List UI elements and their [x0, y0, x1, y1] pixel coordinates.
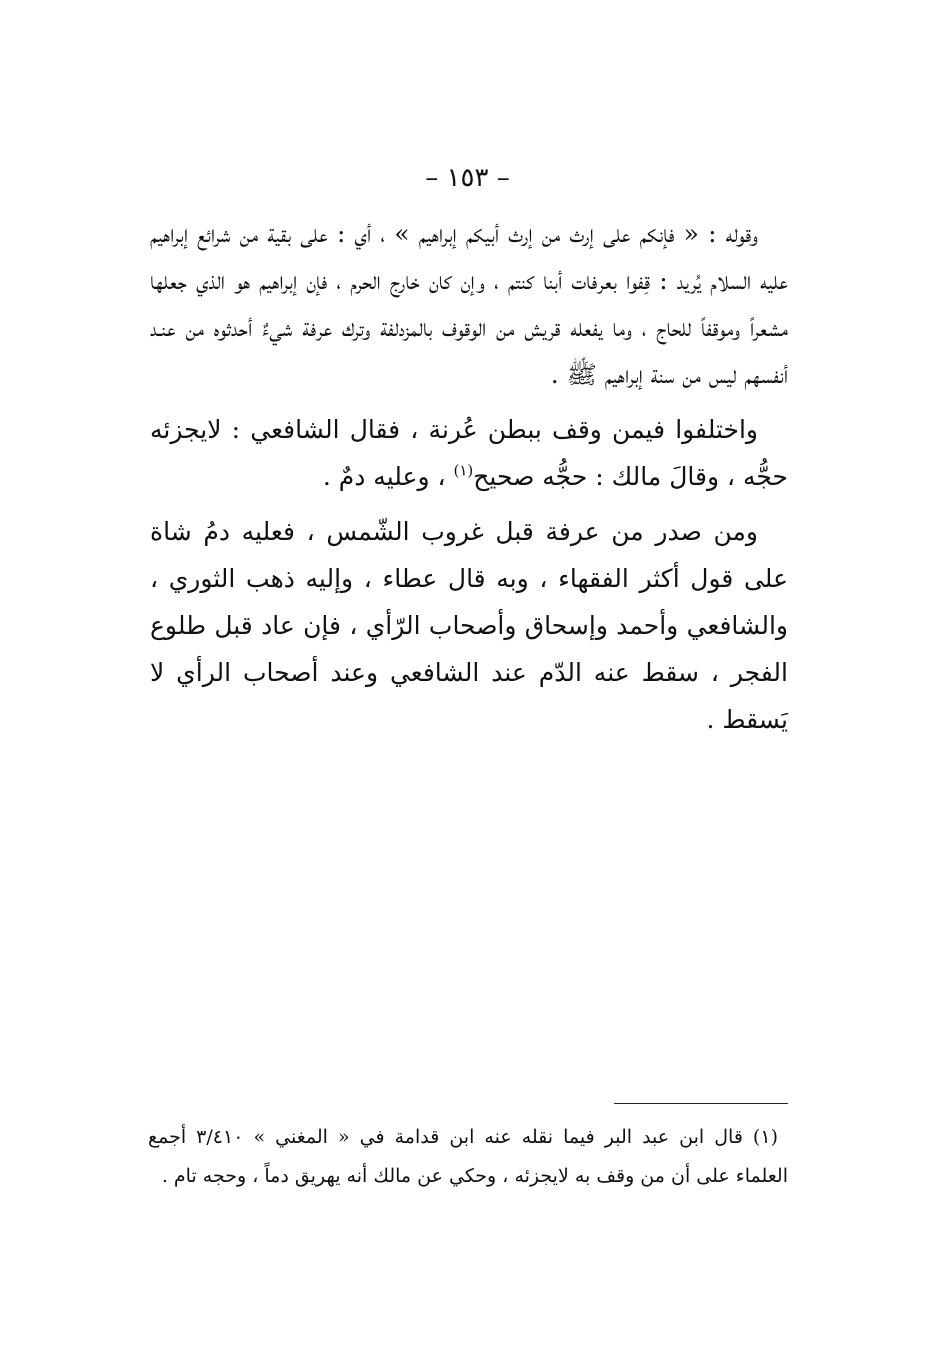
page-number: – ١٥٣ –: [425, 163, 510, 193]
footnote-marker: (١): [752, 1126, 778, 1148]
paragraph-1: وقوله : « فإنكم على إرث من إرث أبيكم إبراهيم » ، أي : على بقية من شرائع إبراهيم عليه السلام يُريد : قِفوا بعرفات أبنا كنتم ، وإن كان خارج الحرم ، فإن إبراهيم هو الذي جعلها مشعراً وموقفاً للحاج ، وما يفعله قريش من الوقوف بالمزدلفة وترك عرفة شيءٌ أحدثوه من عنـد أنفسهم ليس من سنة إبراهيم ﷺ .: [150, 219, 788, 389]
footnote-reference[interactable]: (١): [453, 461, 474, 480]
paragraph-3: ومن صدر من عرفة قبل غروب الشّمس ، فعليه دمُ شاة على قول أكثر الفقهاء ، وبه قال عطاء ، وإليه ذهب الثوري ، والشافعي وأحمد وإسحاق وأصحاب الرّأي ، فإن عاد قبل طلوع الفجر ، سقط عنه الدّم عند الشافعي وعند أصحاب الرأي لا يَسقط .: [150, 517, 788, 734]
paragraph-2-text: واختلفوا فيمن وقف ببطن عُرنة ، فقال الشافعي : لايجزئه حجُّه ، وقالَ مالك : حجُّه صحيح: [150, 415, 788, 491]
footnote-divider: [614, 1103, 788, 1104]
paragraph-2: [150, 406, 788, 500]
paragraph-2-text-end: ، وعليه دمٌ .: [322, 462, 454, 491]
footnote-1: [148, 1118, 788, 1196]
footnote-text: قال ابن عبد البر فيما نقله عنه ابن قدامة في « المغني » ٣/٤١٠ أجمع العلماء على أن من وقف به لايجزئه ، وحكي عن مالك أنه يهريق دماً ، وحجه تام .: [148, 1126, 788, 1187]
main-text: [150, 210, 788, 751]
footnotes: [148, 1118, 788, 1196]
